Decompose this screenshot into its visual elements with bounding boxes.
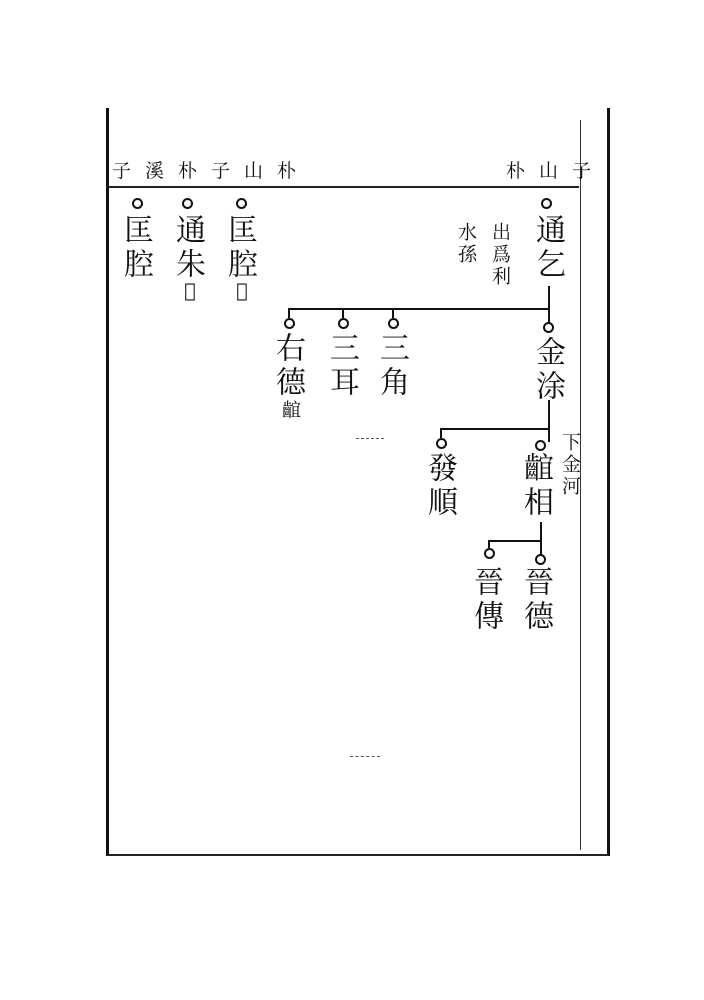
branch-line-xiang bbox=[488, 540, 540, 542]
drop-tick bbox=[342, 308, 344, 318]
ring-marker bbox=[543, 322, 554, 333]
ring-marker bbox=[541, 198, 552, 209]
trunk-line-1 bbox=[548, 286, 550, 324]
member-jintu: 金涂 bbox=[530, 336, 565, 404]
ring-marker bbox=[535, 554, 546, 565]
member-sanjiao: 三角 bbox=[374, 332, 409, 400]
faint-mark bbox=[350, 756, 380, 758]
member-saner: 三耳 bbox=[324, 332, 359, 400]
member-kuangqiang-b: 匡腔 bbox=[222, 214, 257, 282]
drop-tick bbox=[440, 428, 442, 438]
ring-marker bbox=[484, 548, 495, 559]
binding-edge bbox=[580, 120, 605, 850]
member-tongzhu: 通朱 bbox=[170, 214, 205, 282]
drop-tick bbox=[288, 308, 290, 318]
trunk-line-3 bbox=[540, 522, 542, 556]
member-xiang: 𪘲相 bbox=[518, 452, 553, 520]
faint-mark bbox=[356, 438, 384, 440]
member-youde-sub: 𪘲 bbox=[279, 400, 301, 422]
member-youde: 右德 bbox=[270, 332, 305, 400]
header-rule bbox=[109, 186, 579, 188]
trunk-line-2 bbox=[548, 400, 550, 442]
drop-tick bbox=[488, 540, 490, 548]
member-fashun: 發順 bbox=[422, 452, 457, 520]
ring-marker bbox=[236, 198, 247, 209]
ring-marker bbox=[284, 318, 295, 329]
ring-marker bbox=[436, 438, 447, 449]
branch-line-jintu bbox=[288, 308, 548, 310]
drop-tick bbox=[392, 308, 394, 318]
ring-marker bbox=[388, 318, 399, 329]
ring-marker bbox=[132, 198, 143, 209]
member-jinde: 晉德 bbox=[518, 566, 553, 634]
member-kuangqiang-b-sub: 𫞫 bbox=[231, 280, 253, 305]
ring-marker bbox=[535, 440, 546, 451]
header-right-label: 朴山子 bbox=[506, 160, 606, 182]
member-kuangqiang-a: 匡腔 bbox=[118, 214, 153, 282]
ring-marker bbox=[338, 318, 349, 329]
branch-line-fashun bbox=[440, 428, 548, 430]
member-tongzhu-sub: 𫞫 bbox=[179, 280, 201, 305]
note-right: 出爲利 bbox=[489, 222, 511, 288]
ring-marker bbox=[182, 198, 193, 209]
header-left-label: 子溪朴子山朴 bbox=[112, 160, 311, 182]
edge-fragment: 下金河 bbox=[559, 432, 581, 498]
member-tongqi: 通乞 bbox=[530, 214, 565, 282]
note-left: 水孫 bbox=[455, 222, 477, 266]
member-jinchuan: 晉傳 bbox=[468, 566, 503, 634]
